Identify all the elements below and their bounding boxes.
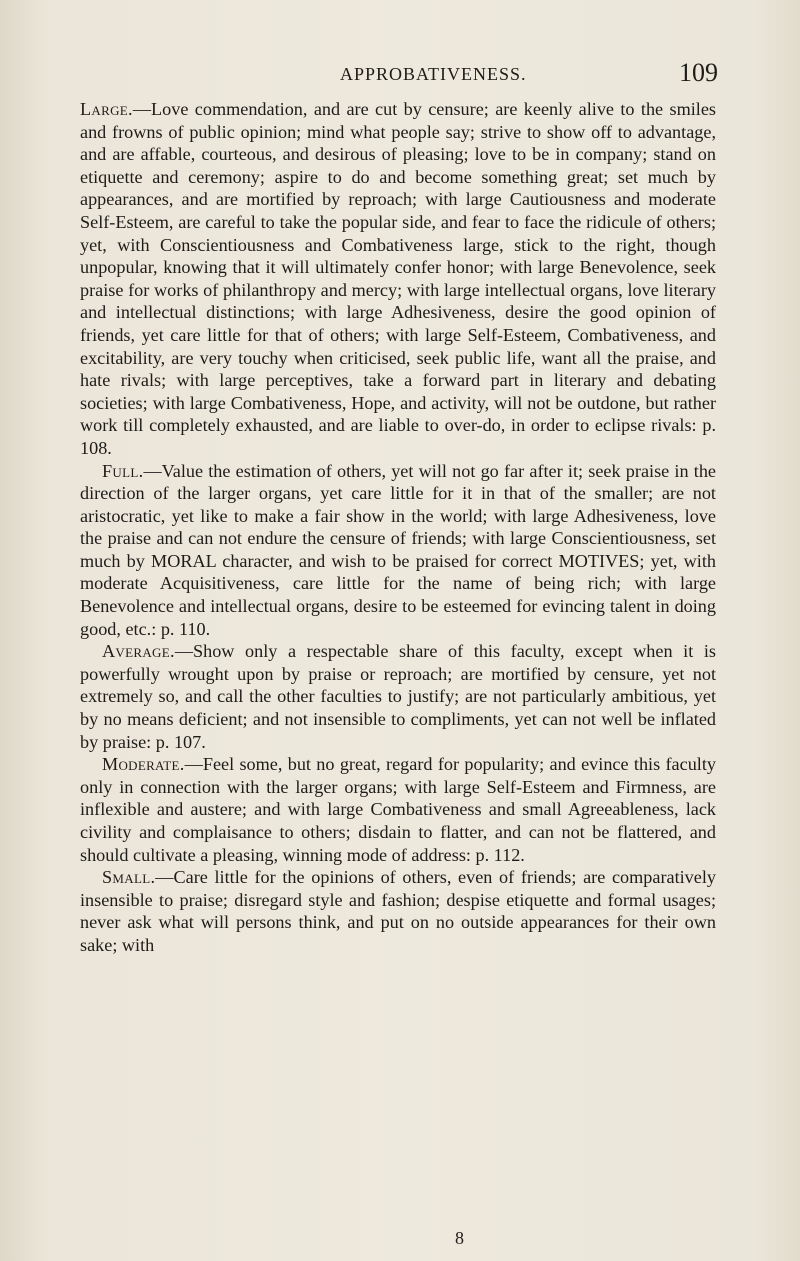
body-text (80, 98, 716, 957)
paragraph-text: —Feel some, but no great, regard for popularity; and evince this faculty only in connection with the larger organs; with large Self-Esteem and Firmness, are inflexible and austere; and with large Combativeness and small Agreeableness, lack civility and complaisance to others; disdain to flatter, and can not be flattered, and should cultivate a pleasing, winning mode of address: p. 112. (80, 754, 716, 865)
paragraph-lead: Moderate. (102, 754, 185, 775)
paragraph-lead: Average. (102, 641, 175, 662)
paragraph-lead: Large. (80, 99, 133, 119)
paragraph-average (80, 640, 716, 753)
signature-mark: 8 (455, 1228, 464, 1248)
paragraph-full (80, 460, 716, 641)
paragraph-text: —Show only a respectable share of this faculty, except when it is powerfully wrought upon by praise or reproach; are mortified by censure, yet not extremely so, and call the other faculties to justify; are not particularly ambitious, yet by no means deficient; and not insensible to compliments, yet can not well be inflated by praise: p. 107. (80, 641, 716, 752)
paragraph-lead: Small. (102, 867, 156, 888)
paragraph-text: —Care little for the opinions of others, even of friends; are comparatively insensible to praise; disregard style and fashion; despise etiquette and formal usages; never ask what will persons think, and put on no outside appearances for their own sake; with (80, 867, 716, 955)
running-title: APPROBATIVENESS. (340, 64, 527, 84)
paragraph-moderate (80, 753, 716, 866)
paragraph-large (80, 98, 716, 460)
paragraph-text: —Value the estimation of others, yet will not go far after it; seek praise in the direction of the larger organs, yet care little for it in that of the smaller; are not aristocratic, yet like to make a fair show in the world; with large Adhesiveness, love the praise and can not endure the censure of friends; with large Conscientiousness, set much by MORAL character, and wish to be praised for correct MOTIVES; yet, with moderate Acquisitiveness, care little for the name of being rich; with large Benevolence and intellectual organs, desire to be esteemed for evincing talent in doing good, etc.: p. 110. (80, 460, 716, 639)
page-header (0, 58, 800, 92)
paragraph-small (80, 866, 716, 956)
page-number: 109 (679, 58, 718, 87)
paragraph-lead: Full. (102, 460, 144, 481)
paragraph-text: —Love commendation, and are cut by censure; are keenly alive to the smiles and frowns of public opinion; mind what people say; strive to show off to advantage, and are affable, courteous, and desirous of pleasing; love to be in company; stand on etiquette and ceremony; aspire to do and become something great; set much by appearances, and are mortified by reproach; with large Cautiousness and moderate Self-Esteem, are careful to take the popular side, and fear to face the ridicule of others; yet, with Conscientiousness and Combativeness large, stick to the right, though unpopular, knowing that it will ultimately confer honor; with large Benevolence, seek praise for works of philanthropy and mercy; with large intellectual organs, love literary and intellectual distinctions; with large Adhesiveness, desire the good opinion of friends, yet care little for that of others; with large Self-Esteem, Combativeness, and excitability, are very touchy when criticised, seek public life, want all the praise, and hate rivals; with large perceptives, take a forward part in literary and debating societies; with large Combativeness, Hope, and activity, will not be outdone, but rather work till completely exhausted, and are liable to over-do, in order to eclipse rivals: p. 108. (80, 99, 716, 458)
